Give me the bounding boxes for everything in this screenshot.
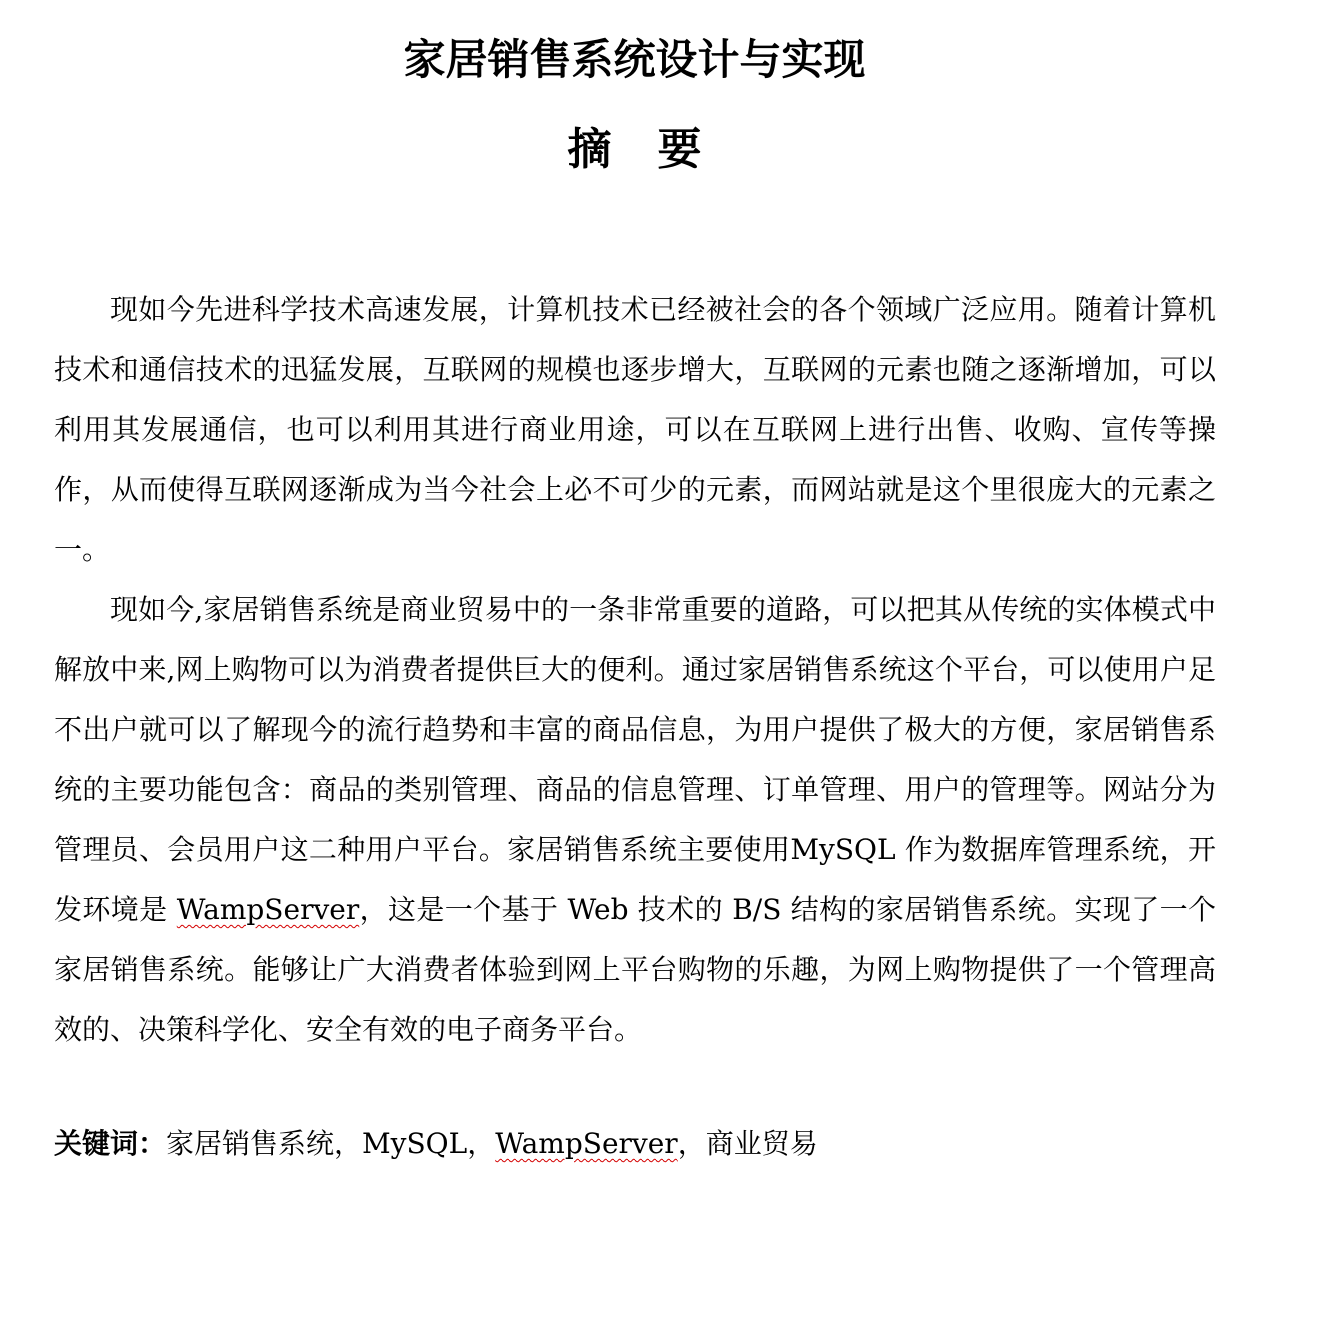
keywords-label: 关键词：	[54, 1127, 167, 1160]
spellcheck-flagged-word[interactable]: WampServer	[176, 893, 360, 926]
keywords-line	[54, 1114, 1216, 1174]
keywords-text-start: 家居销售系统，MySQL，	[166, 1127, 496, 1160]
abstract-body	[54, 280, 1216, 1060]
abstract-heading: 摘要	[567, 124, 748, 175]
spellcheck-flagged-keyword[interactable]: WampServer	[495, 1127, 678, 1160]
abstract-paragraph-1: 现如今先进科学技术高速发展，计算机技术已经被社会的各个领域广泛应用。随着计算机技术和通信技术的迅猛发展，互联网的规模也逐步增大，互联网的元素也随之逐渐增加，可以利用其发展通信，也可以利用其进行商业用途，可以在互联网上进行出售、收购、宣传等操作，从而使得互联网逐渐成为当今社会上必不可少的元素，而网站就是这个里很庞大的元素之一。	[54, 293, 1216, 566]
keywords-text-end: ，商业贸易	[677, 1127, 818, 1160]
document-title: 家居销售系统设计与实现	[403, 35, 866, 84]
paragraph-2-text-end: ，这是一个基于 Web 技术的 B/S 结构的家居销售系统。实现了一个家居销售系统。能够让广大消费者体验到网上平台购物的乐趣，为网上购物提供了一个管理高效的、决策科学化、安全有效的电子商务平台。	[54, 893, 1216, 1046]
paragraph-2-text-start: 现如今,家居销售系统是商业贸易中的一条非常重要的道路，可以把其从传统的实体模式中解放中来,网上购物可以为消费者提供巨大的便利。通过家居销售系统这个平台，可以使用户足不出户就可以了解现今的流行趋势和丰富的商品信息，为用户提供了极大的方便，家居销售系统的主要功能包含：商品的类别管理、商品的信息管理、订单管理、用户的管理等。网站分为管理员、会员用户这二种用户平台。家居销售系统主要使用MySQL 作为数据库管理系统，开发环境是	[54, 593, 1216, 926]
abstract-paragraph-2	[54, 580, 1216, 1060]
